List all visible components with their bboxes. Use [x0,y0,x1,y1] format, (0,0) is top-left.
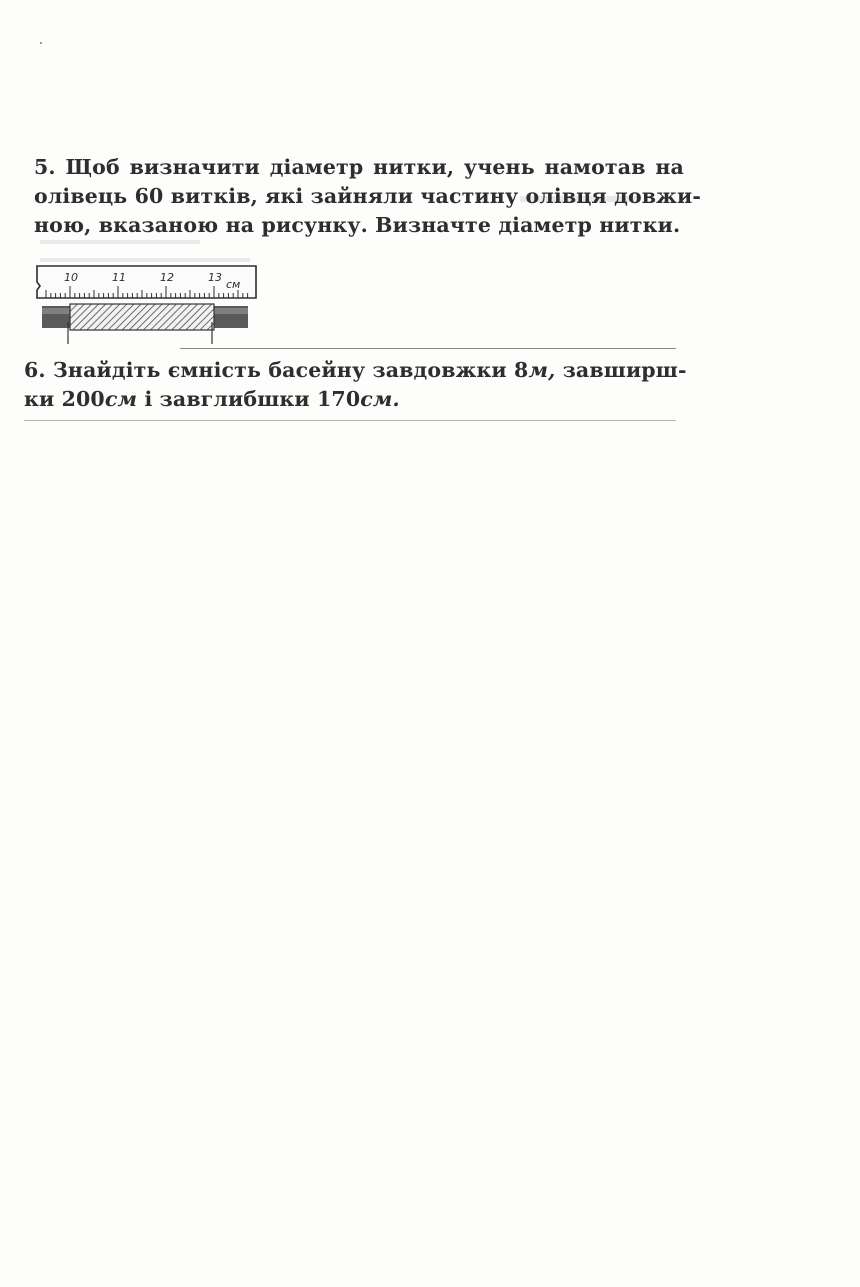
depth-value: 170 [317,387,361,411]
ruler-label: 13 [208,271,222,284]
ruler-pencil-figure [34,262,262,346]
problem-6-number: 6. [24,358,46,382]
width-unit: см [104,387,138,411]
width-value: 200 [61,387,105,411]
separator-line [180,348,676,349]
ruler-unit-label: см [226,278,241,291]
problem-5-line-1 [34,153,684,182]
problem-6-line-2-head: ки [24,387,55,411]
problem-6 [24,356,687,414]
ruler-label: 11 [112,271,126,284]
ruler-label: 12 [160,271,174,284]
separator-line [24,420,676,421]
problem-6-line-1-tail: завширш- [562,358,687,382]
ruler-label: 10 [64,271,78,284]
depth-unit: см. [360,387,400,411]
problem-5-line-1-text: Щоб визначити діаметр нитки, учень намотав на [65,155,684,179]
problem-5 [34,153,702,240]
problem-6-line-2-mid: і завглибшки [144,387,310,411]
length-value: 8 [514,358,529,382]
problem-5-line-3: ною, вказаною на рисунку. Визначте діаметр нитки. [34,213,681,237]
thread-winding [70,304,214,330]
problem-5-number: 5. [34,155,56,179]
bleed-through-mark [40,240,200,244]
problem-6-line-2 [24,385,676,414]
problem-6-line-1 [24,356,687,385]
scan-speck [40,42,42,44]
problem-5-line-2: олівець 60 витків, які зайняли частину олівця довжи- [34,184,702,208]
length-unit: м, [528,358,556,382]
problem-6-text: Знайдіть ємність басейну завдовжки [53,358,507,382]
